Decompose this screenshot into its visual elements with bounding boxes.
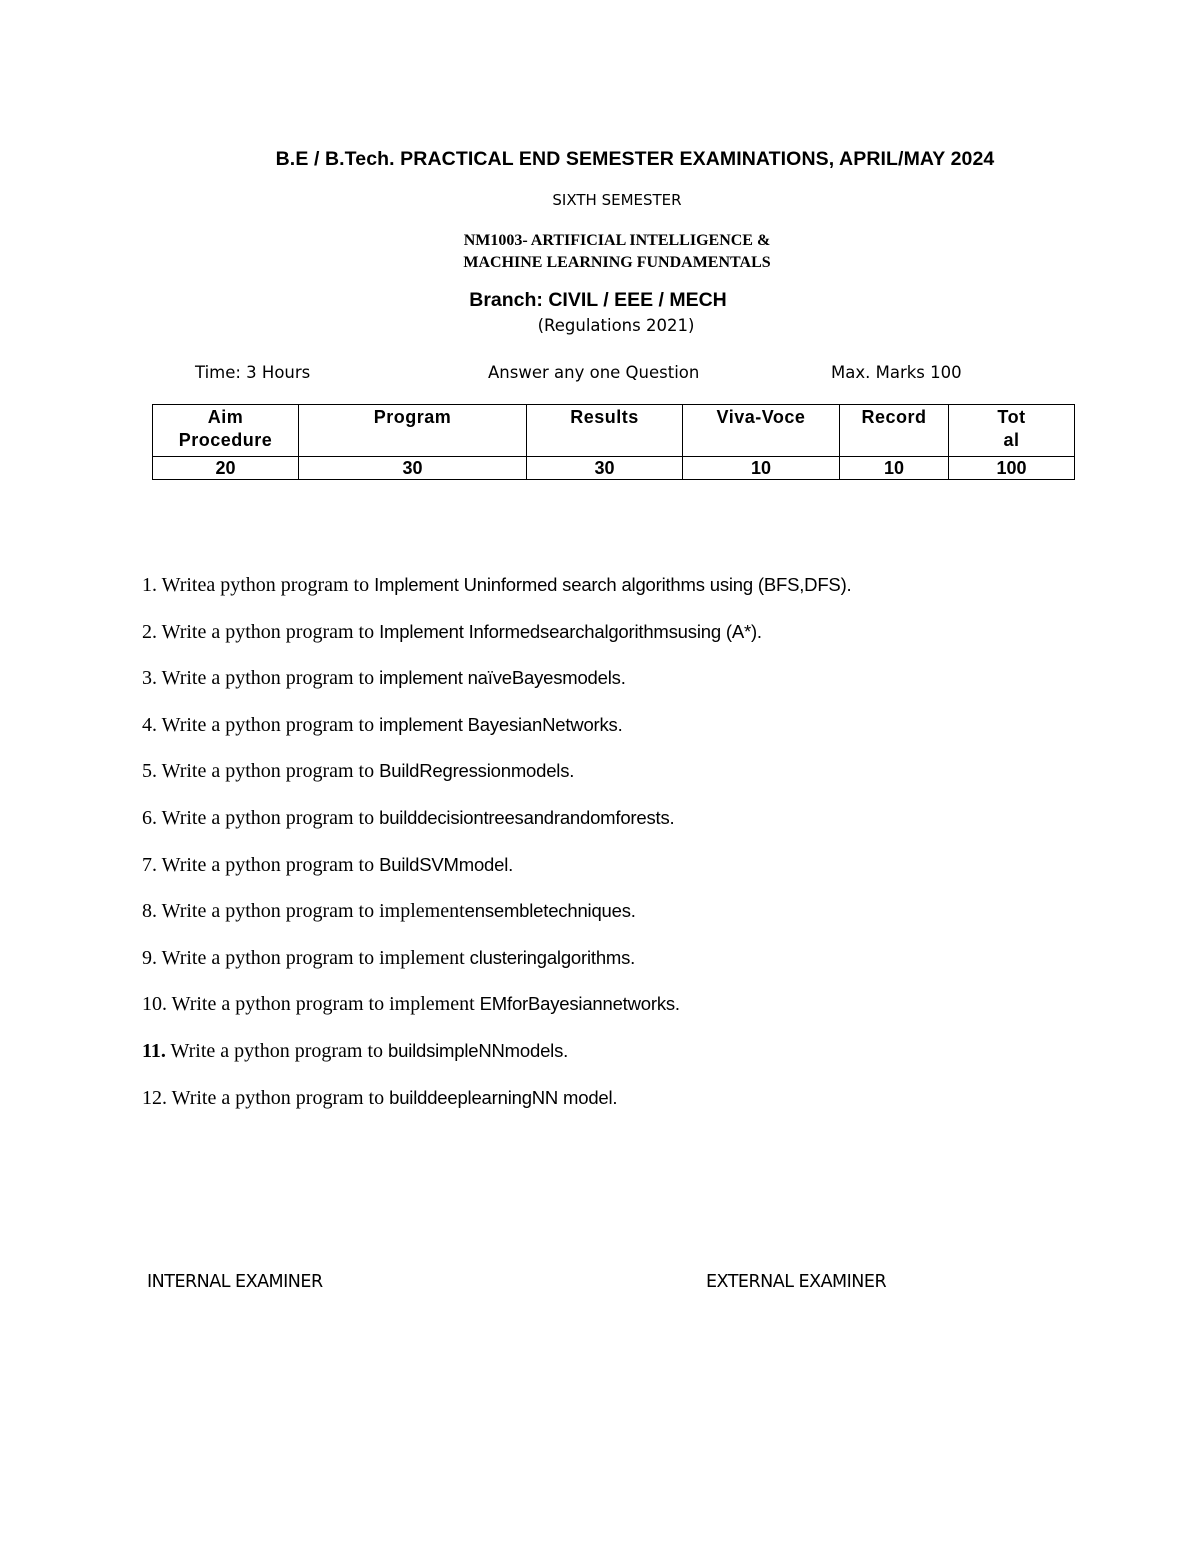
marks-distribution-table [152, 404, 1075, 480]
question-lead: Write a python program to implement [157, 900, 465, 923]
external-examiner-label: EXTERNAL EXAMINER [706, 1272, 887, 1292]
exam-instruction: Answer any one Question [488, 363, 700, 382]
table-header-cell [683, 405, 840, 457]
table-header-cell [153, 405, 299, 457]
table-header-row [153, 405, 1075, 457]
question-list [142, 570, 1142, 1129]
question-lead: Write a python program to [157, 853, 380, 876]
question-number: 5. [142, 760, 157, 783]
regulations-label: (Regulations 2021) [537, 316, 695, 335]
question-lead: Write a python program to [165, 1039, 389, 1062]
header-line: Viva-Voce [716, 407, 806, 427]
question-number: 6. [142, 806, 157, 829]
question-topic: builddecisiontreesandrandomforests. [379, 806, 675, 828]
exam-title: B.E / B.Tech. PRACTICAL END SEMESTER EXAMINATIONS, APRIL/MAY 2024 [275, 148, 995, 170]
list-item [142, 663, 1142, 710]
question-lead: Writea python program to [157, 574, 375, 596]
header-line: Program [373, 407, 452, 427]
table-header-cell [299, 405, 527, 457]
exam-duration: Time: 3 Hours [195, 363, 311, 382]
table-header-cell [527, 405, 683, 457]
question-number: 10. [142, 993, 167, 1016]
table-cell: 100 [949, 457, 1075, 480]
question-topic: ensembletechniques. [464, 900, 636, 922]
question-lead: Write a python program to [157, 620, 380, 643]
header-line: Aim [207, 407, 244, 427]
question-topic: BuildRegressionmodels. [379, 760, 575, 782]
question-number: 7. [142, 853, 157, 876]
question-topic: EMforBayesiannetworks. [479, 993, 680, 1015]
question-topic: implement naïveBayesmodels. [379, 667, 626, 689]
branch-label: Branch: CIVIL / EEE / MECH [469, 289, 727, 311]
question-lead: Write a python program to [157, 760, 380, 783]
question-topic: builddeeplearningNN model. [389, 1086, 618, 1108]
list-item [142, 756, 1142, 803]
header-line: Procedure [178, 430, 273, 450]
list-item [142, 896, 1142, 943]
list-item [142, 943, 1142, 990]
question-lead: Write a python program to [157, 667, 380, 690]
question-lead: Write a python program to [157, 713, 380, 736]
header-line: Tot [997, 407, 1026, 427]
question-topic: Implement Informedsearchalgorithmsusing (A*). [379, 620, 762, 642]
question-number: 2. [142, 620, 157, 643]
table-row [153, 457, 1075, 480]
list-item [142, 570, 1142, 617]
table-cell: 10 [840, 457, 949, 480]
question-number: 8. [142, 900, 157, 923]
question-topic: buildsimpleNNmodels. [388, 1039, 569, 1061]
header-line: Record [861, 407, 927, 427]
question-topic: implement BayesianNetworks. [379, 713, 623, 735]
course-title-line1: NM1003- ARTIFICIAL INTELLIGENCE & [463, 232, 771, 249]
question-number: 3. [142, 667, 157, 690]
table-cell: 30 [299, 457, 527, 480]
max-marks: Max. Marks 100 [831, 363, 962, 382]
semester-label: SIXTH SEMESTER [552, 191, 682, 209]
question-topic: Implement Uninformed search algorithms using (BFS,DFS). [374, 574, 852, 595]
question-number: 4. [142, 713, 157, 736]
question-lead: Write a python program to implement [167, 993, 480, 1016]
question-lead: Write a python program to implement [157, 946, 470, 969]
table-cell: 10 [683, 457, 840, 480]
list-item [142, 617, 1142, 664]
question-number: 9. [142, 946, 157, 969]
header-line: al [1003, 430, 1020, 450]
course-title-line2: MACHINE LEARNING FUNDAMENTALS [463, 254, 771, 271]
question-number: 11. [142, 1039, 166, 1062]
list-item [142, 1036, 1142, 1083]
list-item [142, 989, 1142, 1036]
question-topic: clusteringalgorithms. [469, 946, 636, 968]
question-number: 1. [142, 574, 157, 596]
question-lead: Write a python program to [157, 806, 380, 829]
question-lead: Write a python program to [167, 1086, 390, 1109]
internal-examiner-label: INTERNAL EXAMINER [147, 1272, 323, 1292]
list-item [142, 803, 1142, 850]
table-cell: 30 [527, 457, 683, 480]
question-topic: BuildSVMmodel. [379, 853, 514, 875]
header-line: Results [570, 407, 639, 427]
table-header-cell [840, 405, 949, 457]
course-title [0, 230, 1200, 274]
list-item [142, 710, 1142, 757]
list-item [142, 1083, 1142, 1130]
question-number: 12. [142, 1086, 167, 1109]
table-header-cell [949, 405, 1075, 457]
list-item [142, 850, 1142, 897]
table-cell: 20 [153, 457, 299, 480]
